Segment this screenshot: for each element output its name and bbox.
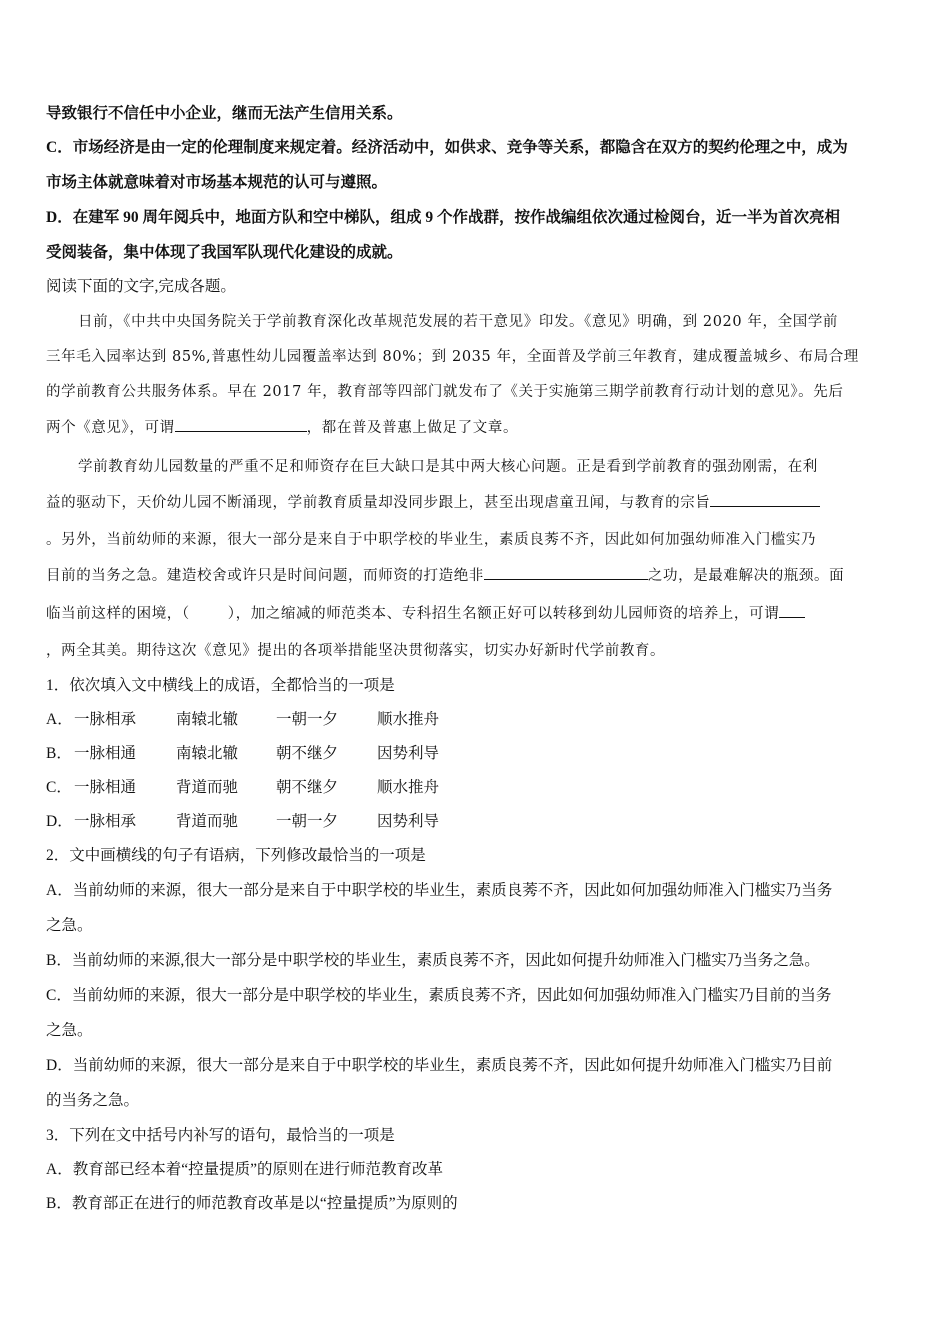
fill-blank-4 <box>779 603 805 618</box>
passage-p1-line-3: 的学前教育公共服务体系。早在 2017 年，教育部等四部门就发布了《关于实施第三期学前教育行动计划的意见》。先后 <box>46 384 844 400</box>
option-idiom-4: 顺水推舟 <box>377 711 440 728</box>
question-2-option-c-line-1[interactable]: C．当前幼师的来源，很大一部分是中职学校的毕业生，素质良莠不齐，因此如何加强幼师准入门槛实乃目前的当务 <box>46 987 832 1004</box>
question-3-option-b[interactable]: B．教育部正在进行的师范教育改革是以“控量提质”为原则的 <box>46 1195 458 1212</box>
passage-p1-line-1: 日前，《中共中央国务院关于学前教育深化改革规范发展的若干意见》印发。《意见》明确，到 2020 年，全国学前 <box>78 314 839 330</box>
passage-p2-line-2 <box>46 492 820 513</box>
option-idiom-1: 一脉相通 <box>74 779 137 796</box>
passage-p1-line-2: 三年毛入园率达到 85%,普惠性幼儿园覆盖率达到 80%；到 2035 年，全面普及学前三年教育，建成覆盖城乡、布局合理 <box>46 349 859 365</box>
question-2-option-d-line-2[interactable]: 的当务之急。 <box>46 1092 140 1109</box>
option-idiom-3: 朝不继夕 <box>276 745 339 762</box>
question-2-option-c-line-2[interactable]: 之急。 <box>46 1022 93 1039</box>
option-label: A． <box>46 711 73 728</box>
fill-blank-3 <box>484 565 648 580</box>
option-c-line-2: 市场主体就意味着对市场基本规范的认可与遵照。 <box>46 174 388 191</box>
option-idiom-3: 朝不继夕 <box>276 779 339 796</box>
option-idiom-1: 一脉相承 <box>74 711 137 728</box>
passage-p1-line-4-start: 两个《意见》，可谓 <box>46 420 175 436</box>
question-2-option-a-line-1[interactable]: A．当前幼师的来源，很大一部分是来自于中职学校的毕业生，素质良莠不齐，因此如何加强幼师准入门槛实乃当务 <box>46 882 833 899</box>
option-idiom-1: 一脉相通 <box>74 745 137 762</box>
passage-p2-line-4-start: 目前的当务之急。建造校舍或许只是时间问题，而师资的打造绝非 <box>46 568 484 584</box>
option-label: D． <box>46 813 73 830</box>
question-3-stem: 3．下列在文中括号内补写的语句，最恰当的一项是 <box>46 1127 395 1144</box>
option-idiom-2: 背道而驰 <box>176 779 239 796</box>
passage-p2-line-2-text: 益的驱动下，天价幼儿园不断涌现，学前教育质量却没同步跟上，甚至出现虐童丑闻，与教育的宗旨 <box>46 495 711 511</box>
option-b-continuation: 导致银行不信任中小企业，继而无法产生信用关系。 <box>46 105 403 122</box>
option-c-line-1: C．市场经济是由一定的伦理制度来规定着。经济活动中，如供求、竞争等关系，都隐含在双方的契约伦理之中，成为 <box>46 139 848 156</box>
passage-p2-line-4 <box>46 565 844 586</box>
fill-blank-1 <box>175 417 307 432</box>
option-idiom-3: 一朝一夕 <box>276 813 339 830</box>
option-idiom-4: 顺水推舟 <box>377 779 440 796</box>
question-2-option-a-line-2[interactable]: 之急。 <box>46 917 93 934</box>
option-d-line-1: D．在建军 90 周年阅兵中，地面方队和空中梯队，组成 9 个作战群，按作战编组依次通过检阅台，近一半为首次亮相 <box>46 209 840 226</box>
question-2-option-b[interactable]: B．当前幼师的来源,很大一部分是中职学校的毕业生，素质良莠不齐，因此如何提升幼师准入门槛实乃当务之急。 <box>46 952 820 969</box>
passage-p2-line-4-end: 之功，是最难解决的瓶颈。面 <box>647 568 845 584</box>
option-idiom-2: 背道而驰 <box>176 813 239 830</box>
question-2-option-d-line-1[interactable]: D．当前幼师的来源，很大一部分是来自于中职学校的毕业生，素质良莠不齐，因此如何提升幼师准入门槛实乃目前 <box>46 1057 833 1074</box>
passage-p1-line-4 <box>46 417 518 438</box>
option-idiom-4: 因势利导 <box>377 813 440 830</box>
option-idiom-3: 一朝一夕 <box>276 711 339 728</box>
passage-p2-line-5 <box>46 603 805 624</box>
question-2-stem: 2．文中画横线的句子有语病，下列修改最恰当的一项是 <box>46 847 426 864</box>
option-idiom-2: 南辕北辙 <box>176 745 239 762</box>
passage-p2-line-3: 。另外，当前幼师的来源，很大一部分是来自于中职学校的毕业生，素质良莠不齐，因此如何加强幼师准入门槛实乃 <box>46 532 817 548</box>
passage-p2-line-5-start: 临当前这样的困境，（ <box>46 606 190 622</box>
option-idiom-1: 一脉相承 <box>74 813 137 830</box>
option-d-line-2: 受阅装备，集中体现了我国军队现代化建设的成就。 <box>46 244 403 261</box>
passage-p1-line-4-end: ，都在普及普惠上做足了文章。 <box>306 420 519 436</box>
passage-p2-line-6: ，两全其美。期待这次《意见》提出的各项举措能坚决贯彻落实，切实办好新时代学前教育。 <box>46 643 666 659</box>
option-idiom-2: 南辕北辙 <box>176 711 239 728</box>
option-label: B． <box>46 745 72 762</box>
passage-p2-line-5-end: ），加之缩减的师范类本、专科招生名额正好可以转移到幼儿园师资的培养上，可谓 <box>227 606 780 622</box>
option-label: C． <box>46 779 72 796</box>
option-idiom-4: 因势利导 <box>377 745 440 762</box>
question-1-stem: 1．依次填入文中横线上的成语，全都恰当的一项是 <box>46 677 395 694</box>
reading-intro: 阅读下面的文字,完成各题。 <box>46 278 236 295</box>
question-3-option-a[interactable]: A．教育部已经本着“控量提质”的原则在进行师范教育改革 <box>46 1161 443 1178</box>
fill-blank-2 <box>710 492 820 507</box>
passage-p2-line-1: 学前教育幼儿园数量的严重不足和师资存在巨大缺口是其中两大核心问题。正是看到学前教育的强劲刚需，在利 <box>78 459 818 475</box>
